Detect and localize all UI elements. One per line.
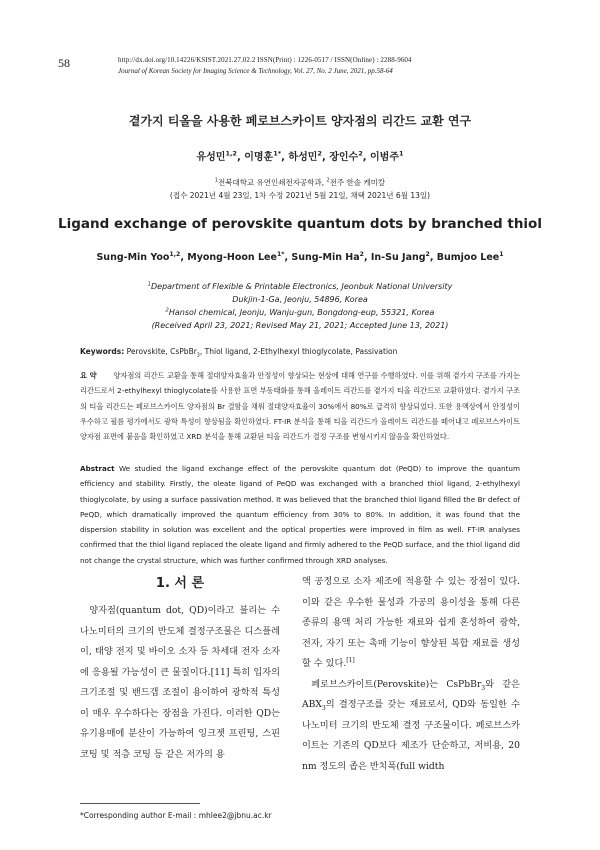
- author-affiliation-mark: 2: [358, 149, 363, 158]
- affiliation-text: Hansol chemical, Jeonju, Wanju-gun, Bongdong-eup, 55321, Korea: [168, 308, 435, 317]
- korean-title: 곁가지 티올을 사용한 페로브스카이트 양자점의 리간드 교환 연구: [128, 114, 472, 128]
- author-name: 장인수: [329, 152, 359, 163]
- author-name: Bumjoo Lee: [436, 252, 500, 263]
- author-name: 하성민: [288, 152, 318, 163]
- keywords-text: , Thiol ligand, 2-Ethylhexyl thioglycolate, Passivation: [199, 347, 398, 356]
- author-name: 유성민: [196, 152, 226, 163]
- footnote-divider: [80, 803, 200, 804]
- author-name: 이명훈: [244, 152, 274, 163]
- body-column-left: 양자점(quantum dot, QD)이라고 불리는 수나노미터의 크기의 반도체 결정구조물은 디스플레이, 태양 전지 및 바이오 소자 등 차세대 전자 소자에 응용될 가능성이 큰 물질이다.[11] 특히 입자의 크기조절 및 밴드갭 조절이 용이하여 광학적 특성이 매우 우수하다는 장점을 가진다. 이러한 QD는 유기용매에 분산이 가능하여 잉크젯 프린팅, 스핀 코팅 및 적층 코팅 등 같은 저가의 용: [80, 605, 280, 760]
- korean-abstract-label: 요 약: [80, 371, 97, 380]
- keywords-text: Perovskite, CsPbBr: [124, 347, 197, 356]
- english-affiliation-line: [0, 295, 600, 304]
- english-affiliation-line: [0, 282, 600, 291]
- author-affiliation-mark: 1*: [276, 250, 285, 258]
- korean-affiliation: [0, 177, 600, 188]
- affiliation-text: Department of Flexible & Printable Electronics, Jeonbuk National University: [150, 282, 453, 291]
- affiliation-mark: 1: [214, 177, 218, 184]
- english-abstract-label: Abstract: [80, 464, 115, 473]
- page-number: 58: [58, 56, 70, 70]
- paragraph-text: 액 공정으로 소자 제조에 적용할 수 있는 장점이 있다. 이와 같은 우수한 물성과 가공의 용이성을 통해 다른 종류의 용액 처리 가능한 재료와 쉽게 혼성하여 광학, 전자, 자기 또는 촉매 기능이 향상된 복합 재료를 생성 할 수 있다.: [302, 576, 520, 669]
- author-affiliation-mark: 1: [499, 250, 504, 258]
- body-column-right: [302, 572, 520, 777]
- journal-citation-line: Journal of Korean Society for Imaging Science & Technology, Vol. 27, No. 2 June, 2021, pp.58-64: [118, 67, 393, 75]
- keywords-label: Keywords:: [80, 347, 125, 356]
- english-dates: [0, 321, 600, 330]
- author-name: Sung-Min Yoo: [96, 252, 170, 263]
- affiliation-text: Dukjin-1-Ga, Jeonju, 54896, Korea: [232, 295, 368, 304]
- affiliation-text: 전주 한솔 케미칼: [329, 178, 386, 187]
- paragraph-text: 와 같은 ABX: [302, 678, 520, 710]
- affiliation-text: 전북대학교 유연인쇄전자공학과,: [217, 178, 327, 187]
- english-abstract-text: We studied the ligand exchange effect of the perovskite quantum dot (PeQD) to improve the quantum efficiency and stability. Firstly, the oleate ligand of PeQD was exchanged with a branched thiol ligand, 2-ethylhexyl thioglycolate, by using a surface passivation method. It was believed that the branched thiol ligand filled the Br defect of PeQD, which dramatically improved the quantum efficiency from 30% to 80%. In addition, it was found that the dispersion stability in solution was excellent and the optical properties were improved in film as well. FT-IR analyses confirmed that the thiol ligand replaced the oleate ligand and firmly adhered to the PeQD surface, and the thiol ligand did not change the crystal structure, which was further confirmed through XRD analyses.: [80, 464, 520, 565]
- author-affiliation-mark: 1: [399, 149, 404, 158]
- korean-abstract: [80, 368, 520, 444]
- author-affiliation-mark: 2: [359, 250, 364, 258]
- formula-subscript: 3: [321, 704, 326, 712]
- doi-issn-line: http://dx.doi.org/10.14226/KSIST.2021.27.02.2 ISSN(Print) : 1226-0517 / ISSN(Online) : 2288-9604: [118, 56, 412, 64]
- author-name: In-Su Jang: [370, 252, 426, 263]
- paragraph-text: 페로브스카이트(Perovskite)는 CsPbBr: [311, 678, 482, 690]
- body-paragraph: [302, 572, 520, 675]
- author-name: Sung-Min Ha: [291, 252, 360, 263]
- keywords-subscript: 3: [196, 352, 200, 359]
- affiliation-mark: 1: [147, 281, 151, 288]
- section-heading: 1. 서 론: [155, 576, 205, 591]
- keywords-line: [80, 347, 398, 359]
- english-title: Ligand exchange of perovskite quantum dots by branched thiol: [58, 216, 542, 232]
- body-paragraph: [302, 675, 520, 778]
- affiliation-mark: 2: [326, 177, 330, 184]
- affiliation-mark: 2: [165, 307, 169, 314]
- author-name: 이범주: [370, 152, 399, 163]
- author-affiliation-mark: 2: [425, 250, 430, 258]
- affiliation-text: (Received April 23, 2021; Revised May 21, 2021; Accepted June 13, 2021): [151, 321, 449, 330]
- english-author-list: Sung-Min Yoo$^{1,2}$, Myong-Hoon Lee$^{1*}$, Sung-Min Ha$^2$, In-Su Jang$^2$, Bumjoo Lee$^1$: [96, 250, 504, 263]
- author-affiliation-mark: 1*: [273, 149, 282, 158]
- author-affiliation-mark: 1,2: [225, 149, 237, 158]
- korean-dates: (접수 2021년 4월 23일, 1차 수정 2021년 5월 21일, 채택 2021년 6월 13일): [169, 191, 431, 200]
- korean-author-list: 유성민$^{1,2}$, 이명훈$^{1*}$, 하성민$^2$, 장인수$^2$, 이범주$^1$: [196, 149, 404, 163]
- corresponding-author-footnote: *Corresponding author E-mail : mhlee2@jbnu.ac.kr: [80, 811, 272, 820]
- author-name: Myong-Hoon Lee: [187, 252, 277, 263]
- citation-mark: [1]: [346, 656, 355, 664]
- author-affiliation-mark: 1,2: [169, 250, 181, 258]
- english-abstract: [80, 461, 520, 568]
- paragraph-text: 의 결정구조를 갖는 재료로서, QD와 동일한 수나노미터 크기의 반도체 결정 구조물이다. 페로브스카이트는 기존의 QD보다 제조가 단순하고, 저비용, 20 nm 정도의 좁은 반치폭(full width: [302, 699, 520, 772]
- english-affiliation-line: [0, 308, 600, 317]
- author-affiliation-mark: 2: [317, 149, 322, 158]
- formula-subscript: 3: [481, 684, 486, 692]
- korean-abstract-text: 양자점의 리간드 교환을 통해 절대양자효율과 안정성이 향상되는 현상에 대해 연구를 수행하였다. 이를 위해 곁가지 구조를 가지는 리간드로서 2-ethylhexyl thioglycolate를 사용한 표면 부동태화를 통해 올레이트 리간드를 곁가지 티올 리간드로 교환하였다. 곁가지 구조의 티올 리간드는 페로브스카이트 양자점의 Br 결함을 채워 절대양자효율이 30%에서 80%로 급격히 향상되었다. 또한 용액상에서 안정성이 우수하고 필름 평가에서도 광학 특성이 향상됨을 확인하였다. FT-IR 분석을 통해 티올 리간드가 올레이트 리간드를 떼어내고 페로브스카이트 양자점 표면에 붙음을 확인하였고 XRD 분석을 통해 교환된 티올 리간드가 결정 구조를 변형시키지 않음을 확인하였다.: [80, 371, 521, 442]
